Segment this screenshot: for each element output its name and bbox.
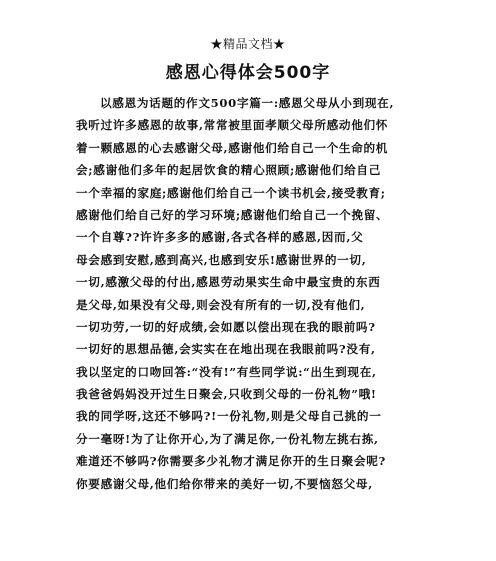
- text-line: 一切,感激父母的付出,感恩劳动果实生命中最宝贵的东西: [76, 275, 381, 290]
- text-line: 一切好的思想品德,会实实在在地出现在我眼前吗?没有,: [76, 342, 376, 357]
- text-line: 着一颗感恩的心去感谢父母,感谢他们给自己一个生命的机: [76, 140, 389, 155]
- text-line: 感谢他们给自己好的学习环境;感谢他们给自己一个挽留、: [76, 207, 389, 222]
- text-line: 一个幸福的家庭;感谢他们给自己一个读书机会,接受教育;: [76, 185, 386, 200]
- text-line: 会;感谢他们多年的起居饮食的精心照顾;感谢他们给自己: [76, 163, 382, 178]
- text-line: 我爸爸妈妈没开过生日聚会,只收到父母的一份礼物”哦!: [76, 387, 377, 402]
- text-line: 我以坚定的口吻回答:“没有!”有些同学说:“出生到现在,: [76, 364, 377, 379]
- document-body: [76, 92, 422, 495]
- page-header: ★精品文档★: [210, 37, 286, 51]
- text-line: 母会感到安慰,感到高兴,也感到安乐!感谢世界的一切,: [76, 252, 367, 267]
- text-line: 一切功劳,一切的好成绩,会如愿以偿出现在我的眼前吗?: [76, 319, 376, 334]
- text-line: 是父母,如果没有父母,则会没有所有的一切,没有他们,: [76, 297, 366, 312]
- text-line: 以感恩为话题的作文500字篇一:感恩父母从小到现在,: [100, 96, 395, 110]
- text-line: 一个自尊??许许多多的感谢,各式各样的感恩,因而,父: [76, 230, 364, 245]
- text-line: 难道还不够吗?你需要多少礼物才满足你开的生日聚会呢?: [76, 454, 387, 469]
- text-line: 你要感谢父母,他们给你带来的美好一切,不要恼怒父母,: [76, 476, 373, 491]
- text-line: 我的同学呀,这还不够吗?!一份礼物,则是父母自己挑的一: [76, 409, 382, 424]
- text-line: 我听过许多感恩的故事,常常被里面孝顺父母所感动他们怀: [76, 118, 389, 133]
- text-line: 分一毫呀!为了让你开心,为了满足你,一份礼物左挑右拣,: [76, 431, 379, 446]
- document-title: 感恩心得体会500字: [165, 63, 331, 83]
